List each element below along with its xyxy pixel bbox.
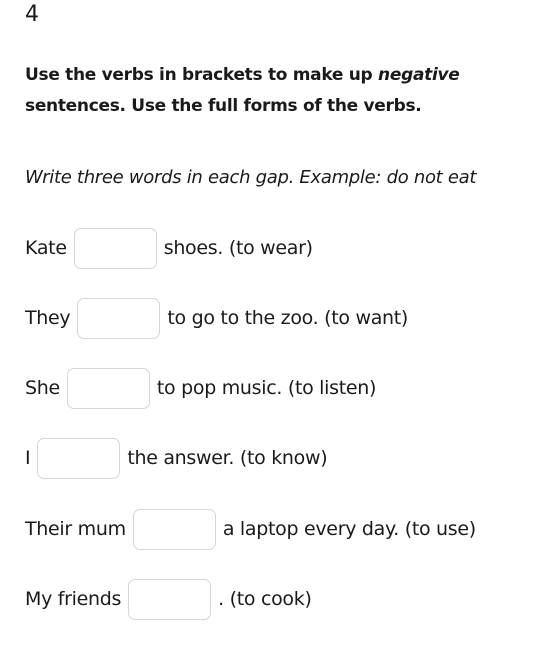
sentence-row-5 [25, 507, 476, 551]
instruction-emphasis: negative [378, 65, 460, 85]
sentence-row-3 [25, 366, 376, 410]
sentence-end: . (to cook) [218, 588, 312, 610]
answer-gap-1[interactable] [74, 228, 157, 269]
answer-gap-6[interactable] [128, 579, 211, 620]
answer-gap-4[interactable] [37, 438, 120, 479]
sentence-end: to go to the zoo. (to want) [167, 307, 409, 329]
answer-gap-3[interactable] [67, 368, 150, 409]
sentence-end: shoes. (to wear) [163, 237, 313, 259]
sentence-start: Kate [25, 237, 67, 259]
task-hint: Write three words in each gap. Example: do not eat [25, 167, 477, 188]
sentence-start: I [25, 447, 31, 469]
answer-gap-5[interactable] [133, 509, 216, 550]
task-number: 4 [25, 2, 39, 27]
sentence-start: My friends [25, 588, 122, 610]
sentence-row-6 [25, 577, 312, 621]
sentence-start: They [25, 307, 71, 329]
sentence-row-2 [25, 296, 408, 340]
sentence-start: Their mum [25, 518, 126, 540]
task-instructions [25, 60, 525, 122]
sentence-row-4 [25, 436, 327, 480]
instruction-text-end: sentences. Use the full forms of the verbs. [25, 96, 422, 116]
instruction-text-start: Use the verbs in brackets to make up [25, 65, 379, 85]
sentence-row-1 [25, 226, 313, 270]
sentence-end: the answer. (to know) [127, 447, 328, 469]
sentence-end: a laptop every day. (to use) [222, 518, 476, 540]
sentence-start: She [25, 377, 60, 399]
answer-gap-2[interactable] [77, 298, 160, 339]
sentence-end: to pop music. (to listen) [156, 377, 377, 399]
